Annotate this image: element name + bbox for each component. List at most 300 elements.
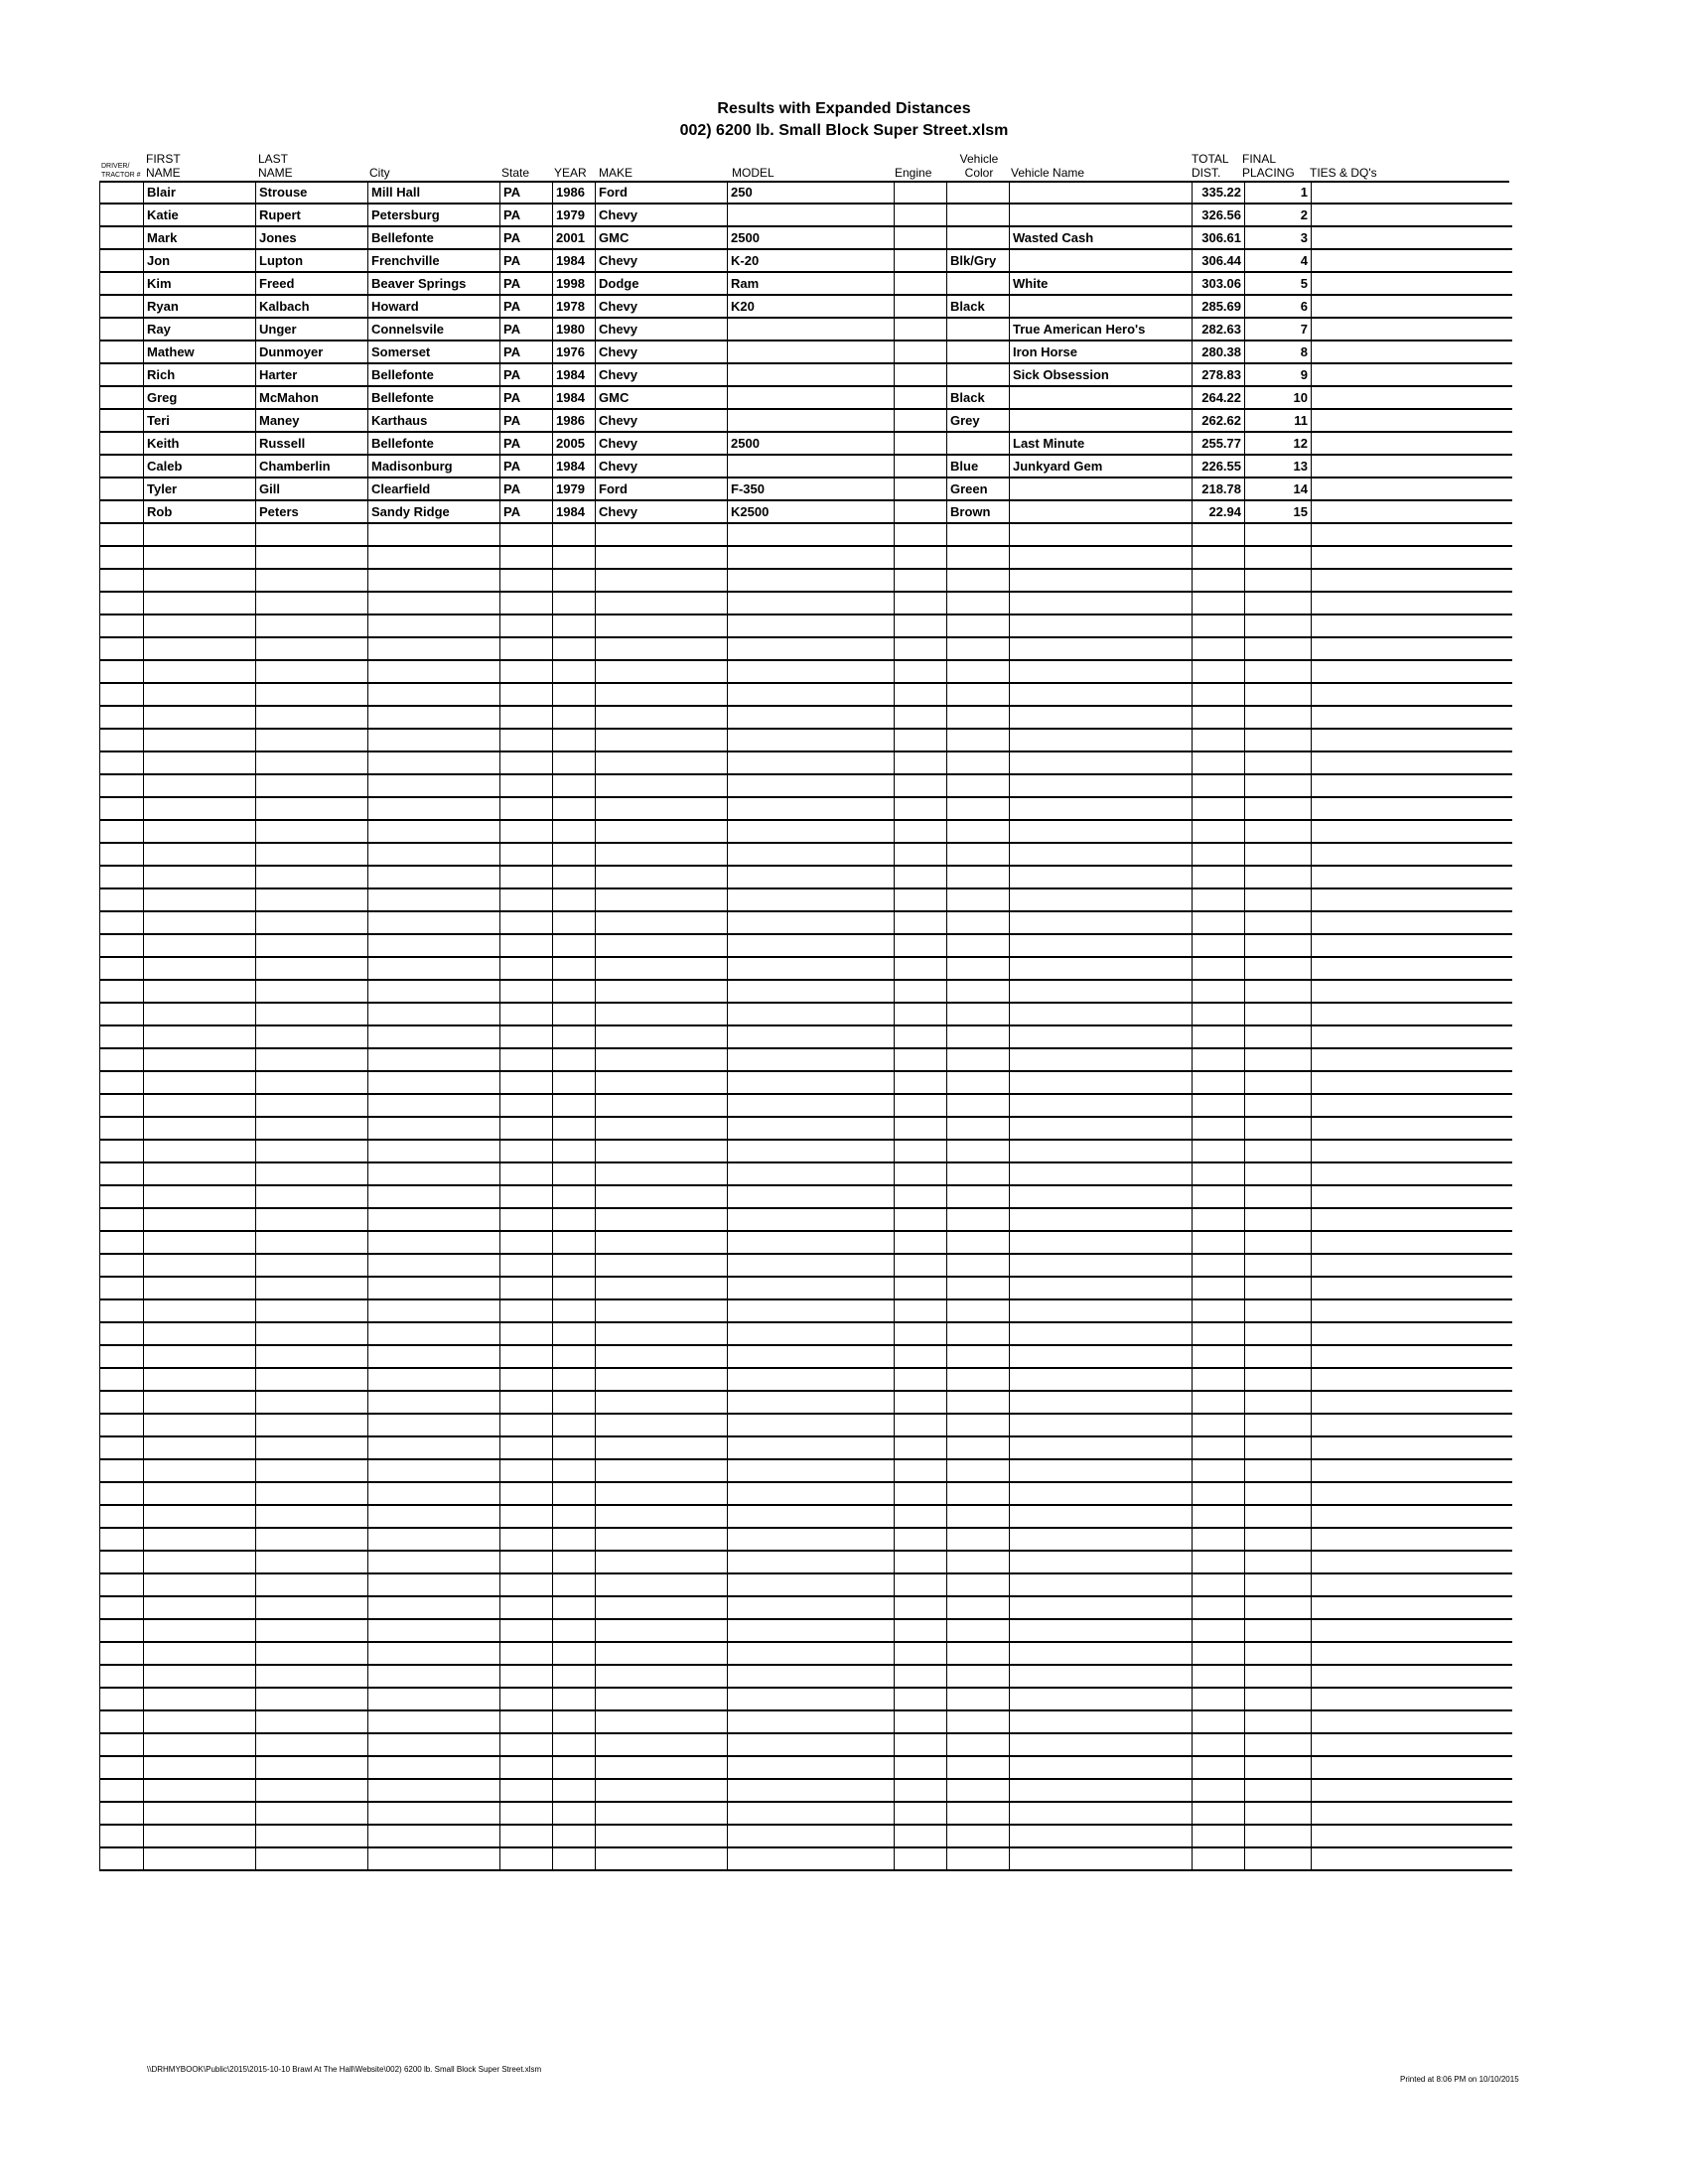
engine-cell — [895, 1162, 947, 1185]
table-row — [100, 614, 1512, 637]
driver-cell — [100, 614, 144, 637]
vehicle-name-cell: White — [1010, 272, 1193, 295]
color-cell — [947, 1299, 1010, 1322]
state-cell — [500, 1505, 553, 1528]
engine-cell — [895, 386, 947, 409]
engine-cell — [895, 1596, 947, 1619]
model-cell — [728, 1094, 895, 1117]
model-cell — [728, 1733, 895, 1756]
final-placing-cell — [1245, 592, 1312, 614]
city-cell — [368, 774, 500, 797]
make-cell — [596, 1573, 728, 1596]
first-name-cell — [144, 1185, 256, 1208]
vehicle-name-cell — [1010, 1688, 1193, 1710]
state-cell — [500, 1573, 553, 1596]
final-placing-cell — [1245, 1528, 1312, 1551]
engine-cell — [895, 1391, 947, 1414]
final-placing-cell — [1245, 1117, 1312, 1140]
total-dist-cell — [1193, 706, 1245, 729]
driver-cell — [100, 980, 144, 1003]
city-cell: Bellefonte — [368, 226, 500, 249]
first-name-cell: Mathew — [144, 341, 256, 363]
table-row — [100, 386, 1512, 409]
ties-dq-cell — [1312, 683, 1512, 706]
first-name-cell — [144, 1733, 256, 1756]
city-cell — [368, 1094, 500, 1117]
engine-cell — [895, 295, 947, 318]
city-cell — [368, 1528, 500, 1551]
final-placing-cell — [1245, 1185, 1312, 1208]
model-cell — [728, 911, 895, 934]
color-cell — [947, 1665, 1010, 1688]
year-cell: 1978 — [553, 295, 596, 318]
engine-cell — [895, 1299, 947, 1322]
vehicle-name-cell — [1010, 660, 1193, 683]
vehicle-name-cell — [1010, 1322, 1193, 1345]
make-cell: Chevy — [596, 409, 728, 432]
state-cell: PA — [500, 386, 553, 409]
year-cell — [553, 1391, 596, 1414]
model-cell — [728, 1391, 895, 1414]
engine-cell — [895, 1505, 947, 1528]
final-placing-cell — [1245, 1505, 1312, 1528]
vehicle-name-cell — [1010, 1185, 1193, 1208]
total-dist-cell — [1193, 1277, 1245, 1299]
city-cell — [368, 1345, 500, 1368]
model-cell — [728, 980, 895, 1003]
city-cell — [368, 1208, 500, 1231]
state-cell — [500, 1345, 553, 1368]
final-placing-cell: 4 — [1245, 249, 1312, 272]
state-cell — [500, 1436, 553, 1459]
color-cell — [947, 980, 1010, 1003]
model-cell — [728, 1665, 895, 1688]
last-name-cell — [256, 1071, 368, 1094]
ties-dq-cell — [1312, 1117, 1512, 1140]
year-cell — [553, 546, 596, 569]
vehicle-name-cell — [1010, 1825, 1193, 1847]
table-row — [100, 341, 1512, 363]
first-name-cell — [144, 1345, 256, 1368]
state-cell — [500, 1140, 553, 1162]
engine-cell — [895, 1345, 947, 1368]
make-cell: Ford — [596, 181, 728, 204]
engine-cell — [895, 1208, 947, 1231]
total-dist-cell — [1193, 820, 1245, 843]
year-cell — [553, 1117, 596, 1140]
first-name-cell: Mark — [144, 226, 256, 249]
model-cell — [728, 1208, 895, 1231]
color-cell — [947, 1094, 1010, 1117]
ties-dq-cell — [1312, 318, 1512, 341]
first-name-cell — [144, 911, 256, 934]
model-cell — [728, 637, 895, 660]
total-dist-cell — [1193, 1825, 1245, 1847]
state-cell — [500, 957, 553, 980]
vehicle-name-cell — [1010, 637, 1193, 660]
city-cell: Beaver Springs — [368, 272, 500, 295]
engine-cell — [895, 1733, 947, 1756]
vehicle-name-cell — [1010, 1642, 1193, 1665]
first-name-cell — [144, 592, 256, 614]
engine-cell — [895, 1802, 947, 1825]
model-cell — [728, 843, 895, 866]
first-name-cell — [144, 1710, 256, 1733]
first-name-cell: Keith — [144, 432, 256, 455]
make-cell — [596, 1368, 728, 1391]
ties-dq-cell — [1312, 1368, 1512, 1391]
first-name-cell — [144, 1208, 256, 1231]
last-name-cell — [256, 637, 368, 660]
city-cell — [368, 1436, 500, 1459]
ties-dq-cell — [1312, 249, 1512, 272]
first-name-cell — [144, 523, 256, 546]
first-name-cell: Ryan — [144, 295, 256, 318]
vehicle-name-cell — [1010, 546, 1193, 569]
driver-cell — [100, 181, 144, 204]
ties-dq-cell — [1312, 614, 1512, 637]
model-cell — [728, 1528, 895, 1551]
year-cell: 1986 — [553, 409, 596, 432]
state-cell: PA — [500, 478, 553, 500]
vehicle-name-cell — [1010, 523, 1193, 546]
color-cell — [947, 1573, 1010, 1596]
make-cell — [596, 1802, 728, 1825]
make-cell — [596, 1117, 728, 1140]
color-cell — [947, 751, 1010, 774]
table-row — [100, 774, 1512, 797]
table-row — [100, 1688, 1512, 1710]
state-cell — [500, 683, 553, 706]
model-cell — [728, 1231, 895, 1254]
model-cell — [728, 1756, 895, 1779]
last-name-cell — [256, 957, 368, 980]
last-name-cell — [256, 911, 368, 934]
engine-cell — [895, 1254, 947, 1277]
vehicle-name-cell — [1010, 797, 1193, 820]
model-cell — [728, 1847, 895, 1870]
engine-cell — [895, 1551, 947, 1573]
total-dist-cell — [1193, 729, 1245, 751]
first-name-cell — [144, 1025, 256, 1048]
table-row — [100, 1048, 1512, 1071]
table-row — [100, 249, 1512, 272]
last-name-cell — [256, 1391, 368, 1414]
color-cell — [947, 1505, 1010, 1528]
color-cell — [947, 341, 1010, 363]
total-dist-cell: 282.63 — [1193, 318, 1245, 341]
color-cell — [947, 1162, 1010, 1185]
ties-dq-cell — [1312, 774, 1512, 797]
first-name-cell — [144, 1482, 256, 1505]
state-cell: PA — [500, 363, 553, 386]
make-cell — [596, 1436, 728, 1459]
ties-dq-cell — [1312, 1391, 1512, 1414]
make-cell: Chevy — [596, 318, 728, 341]
engine-cell — [895, 1665, 947, 1688]
last-name-cell: Chamberlin — [256, 455, 368, 478]
last-name-cell — [256, 614, 368, 637]
city-cell — [368, 934, 500, 957]
total-dist-cell — [1193, 1596, 1245, 1619]
city-cell: Clearfield — [368, 478, 500, 500]
year-cell — [553, 1573, 596, 1596]
last-name-cell — [256, 1573, 368, 1596]
city-cell: Sandy Ridge — [368, 500, 500, 523]
state-cell — [500, 1185, 553, 1208]
first-name-cell — [144, 683, 256, 706]
last-name-cell — [256, 1733, 368, 1756]
total-dist-cell — [1193, 1802, 1245, 1825]
first-name-cell — [144, 1779, 256, 1802]
total-dist-cell — [1193, 637, 1245, 660]
total-dist-cell — [1193, 1391, 1245, 1414]
state-cell — [500, 1756, 553, 1779]
ties-dq-cell — [1312, 1254, 1512, 1277]
color-cell — [947, 1642, 1010, 1665]
total-dist-cell — [1193, 1048, 1245, 1071]
year-cell — [553, 614, 596, 637]
driver-cell — [100, 500, 144, 523]
final-placing-cell — [1245, 523, 1312, 546]
engine-cell — [895, 843, 947, 866]
first-name-cell — [144, 1436, 256, 1459]
vehicle-name-cell — [1010, 1299, 1193, 1322]
color-cell — [947, 1368, 1010, 1391]
year-cell — [553, 1231, 596, 1254]
total-dist-cell — [1193, 1231, 1245, 1254]
total-dist-cell — [1193, 1528, 1245, 1551]
header-model: MODEL — [732, 166, 774, 180]
total-dist-cell: 326.56 — [1193, 204, 1245, 226]
total-dist-cell: 255.77 — [1193, 432, 1245, 455]
make-cell — [596, 1825, 728, 1847]
color-cell — [947, 683, 1010, 706]
engine-cell — [895, 1277, 947, 1299]
color-cell — [947, 1482, 1010, 1505]
vehicle-name-cell — [1010, 1025, 1193, 1048]
vehicle-name-cell — [1010, 1414, 1193, 1436]
ties-dq-cell — [1312, 523, 1512, 546]
engine-cell — [895, 660, 947, 683]
model-cell — [728, 1345, 895, 1368]
ties-dq-cell — [1312, 1847, 1512, 1870]
city-cell — [368, 546, 500, 569]
year-cell — [553, 934, 596, 957]
engine-cell — [895, 1368, 947, 1391]
last-name-cell — [256, 1277, 368, 1299]
city-cell — [368, 1482, 500, 1505]
total-dist-cell — [1193, 1368, 1245, 1391]
total-dist-cell — [1193, 523, 1245, 546]
total-dist-cell — [1193, 1254, 1245, 1277]
make-cell — [596, 1231, 728, 1254]
vehicle-name-cell — [1010, 1140, 1193, 1162]
driver-cell — [100, 1231, 144, 1254]
vehicle-name-cell — [1010, 500, 1193, 523]
total-dist-cell — [1193, 843, 1245, 866]
table-row — [100, 706, 1512, 729]
table-row — [100, 637, 1512, 660]
final-placing-cell — [1245, 1779, 1312, 1802]
driver-cell — [100, 1003, 144, 1025]
header-vehicle-color: Vehicle Color — [959, 152, 999, 180]
ties-dq-cell — [1312, 843, 1512, 866]
city-cell — [368, 1688, 500, 1710]
year-cell: 2005 — [553, 432, 596, 455]
vehicle-name-cell — [1010, 866, 1193, 888]
first-name-cell — [144, 1756, 256, 1779]
total-dist-cell — [1193, 1003, 1245, 1025]
total-dist-cell — [1193, 1094, 1245, 1117]
state-cell — [500, 1733, 553, 1756]
year-cell — [553, 523, 596, 546]
vehicle-name-cell — [1010, 592, 1193, 614]
make-cell — [596, 1756, 728, 1779]
state-cell — [500, 1231, 553, 1254]
total-dist-cell — [1193, 1619, 1245, 1642]
color-cell — [947, 363, 1010, 386]
year-cell — [553, 1094, 596, 1117]
city-cell — [368, 1322, 500, 1345]
make-cell — [596, 934, 728, 957]
color-cell — [947, 569, 1010, 592]
year-cell — [553, 1322, 596, 1345]
model-cell — [728, 1003, 895, 1025]
ties-dq-cell — [1312, 1231, 1512, 1254]
vehicle-name-cell — [1010, 1254, 1193, 1277]
city-cell — [368, 1505, 500, 1528]
year-cell: 1984 — [553, 363, 596, 386]
state-cell — [500, 523, 553, 546]
make-cell: Chevy — [596, 249, 728, 272]
ties-dq-cell — [1312, 386, 1512, 409]
driver-cell — [100, 1162, 144, 1185]
ties-dq-cell — [1312, 797, 1512, 820]
city-cell: Petersburg — [368, 204, 500, 226]
last-name-cell — [256, 1162, 368, 1185]
color-cell — [947, 1231, 1010, 1254]
color-cell — [947, 432, 1010, 455]
final-placing-cell — [1245, 1322, 1312, 1345]
year-cell: 1998 — [553, 272, 596, 295]
first-name-cell: Jon — [144, 249, 256, 272]
last-name-cell — [256, 1665, 368, 1688]
total-dist-cell — [1193, 1573, 1245, 1596]
model-cell — [728, 1573, 895, 1596]
state-cell: PA — [500, 409, 553, 432]
year-cell — [553, 1619, 596, 1642]
engine-cell — [895, 1825, 947, 1847]
state-cell — [500, 569, 553, 592]
ties-dq-cell — [1312, 272, 1512, 295]
table-row — [100, 1185, 1512, 1208]
driver-cell — [100, 455, 144, 478]
engine-cell — [895, 181, 947, 204]
ties-dq-cell — [1312, 1208, 1512, 1231]
driver-cell — [100, 386, 144, 409]
model-cell — [728, 1825, 895, 1847]
first-name-cell — [144, 706, 256, 729]
engine-cell — [895, 1322, 947, 1345]
driver-cell — [100, 1733, 144, 1756]
last-name-cell — [256, 751, 368, 774]
table-row — [100, 911, 1512, 934]
final-placing-cell — [1245, 888, 1312, 911]
engine-cell — [895, 1140, 947, 1162]
first-name-cell — [144, 1140, 256, 1162]
last-name-cell: Dunmoyer — [256, 341, 368, 363]
engine-cell — [895, 751, 947, 774]
ties-dq-cell — [1312, 1642, 1512, 1665]
year-cell — [553, 1802, 596, 1825]
model-cell — [728, 546, 895, 569]
color-cell — [947, 1756, 1010, 1779]
ties-dq-cell — [1312, 1756, 1512, 1779]
final-placing-cell — [1245, 1619, 1312, 1642]
first-name-cell — [144, 637, 256, 660]
total-dist-cell — [1193, 1665, 1245, 1688]
city-cell: Bellefonte — [368, 432, 500, 455]
final-placing-cell: 12 — [1245, 432, 1312, 455]
driver-cell — [100, 569, 144, 592]
total-dist-cell: 285.69 — [1193, 295, 1245, 318]
final-placing-cell — [1245, 1551, 1312, 1573]
state-cell — [500, 1482, 553, 1505]
city-cell — [368, 706, 500, 729]
color-cell — [947, 1140, 1010, 1162]
state-cell — [500, 1847, 553, 1870]
vehicle-name-cell — [1010, 409, 1193, 432]
first-name-cell — [144, 1528, 256, 1551]
make-cell — [596, 569, 728, 592]
make-cell — [596, 1048, 728, 1071]
final-placing-cell — [1245, 1391, 1312, 1414]
total-dist-cell — [1193, 797, 1245, 820]
driver-cell — [100, 546, 144, 569]
engine-cell — [895, 1414, 947, 1436]
first-name-cell: Rob — [144, 500, 256, 523]
header-last-name: LAST NAME — [258, 152, 293, 180]
total-dist-cell — [1193, 1436, 1245, 1459]
year-cell — [553, 1779, 596, 1802]
make-cell — [596, 1140, 728, 1162]
first-name-cell — [144, 934, 256, 957]
final-placing-cell — [1245, 1140, 1312, 1162]
year-cell: 1979 — [553, 478, 596, 500]
city-cell — [368, 1596, 500, 1619]
state-cell — [500, 751, 553, 774]
state-cell: PA — [500, 204, 553, 226]
year-cell — [553, 1847, 596, 1870]
engine-cell — [895, 432, 947, 455]
final-placing-cell — [1245, 751, 1312, 774]
color-cell — [947, 866, 1010, 888]
page-title: Results with Expanded Distances — [717, 100, 971, 117]
last-name-cell — [256, 1254, 368, 1277]
table-row — [100, 1208, 1512, 1231]
final-placing-cell — [1245, 660, 1312, 683]
vehicle-name-cell: Sick Obsession — [1010, 363, 1193, 386]
engine-cell — [895, 1094, 947, 1117]
make-cell — [596, 1277, 728, 1299]
state-cell — [500, 1368, 553, 1391]
vehicle-name-cell — [1010, 1391, 1193, 1414]
first-name-cell — [144, 820, 256, 843]
model-cell — [728, 1642, 895, 1665]
driver-cell — [100, 226, 144, 249]
ties-dq-cell — [1312, 1596, 1512, 1619]
